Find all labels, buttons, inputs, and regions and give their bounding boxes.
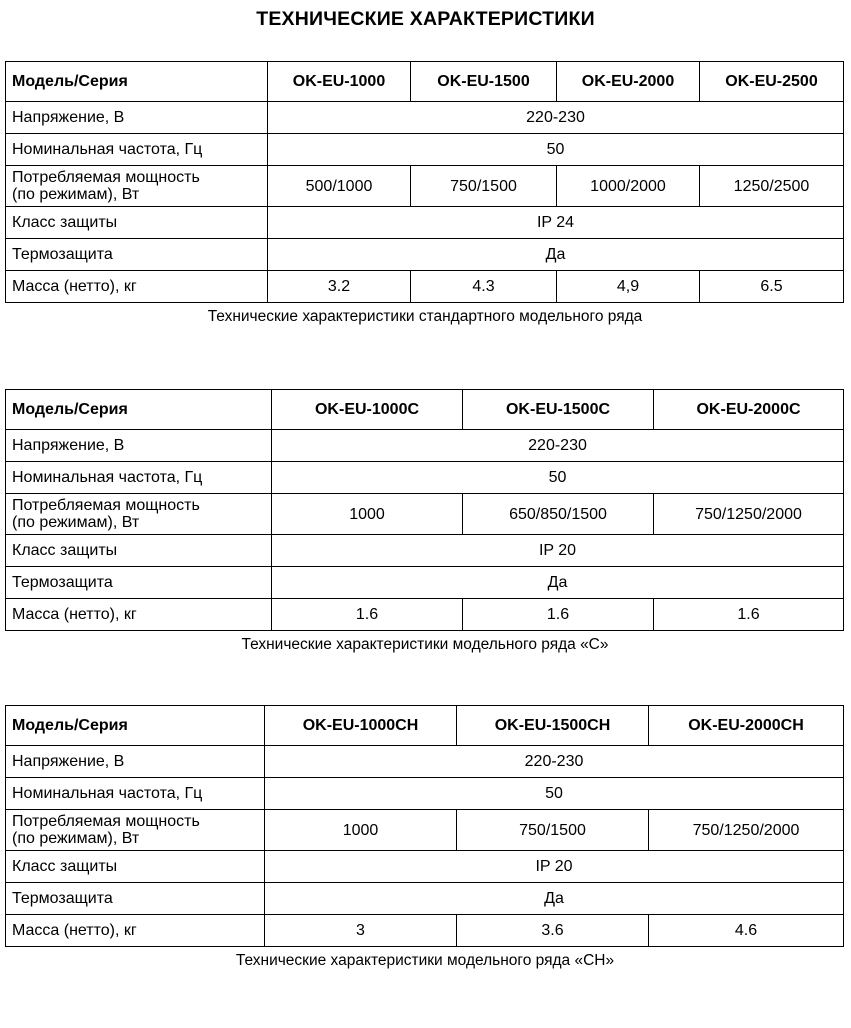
header-label: Модель/Серия <box>6 390 272 430</box>
power-row <box>6 494 844 535</box>
header-row <box>6 706 844 746</box>
voltage-value: 220-230 <box>272 430 844 462</box>
spec-table <box>5 61 844 303</box>
row-label: Термозащита <box>6 239 268 271</box>
row-label-line: (по режимам), Вт <box>12 830 140 847</box>
row-label: Напряжение, В <box>6 430 272 462</box>
header-row <box>6 390 844 430</box>
power-value: 650/850/1500 <box>463 494 654 535</box>
table-caption: Технические характеристики модельного ряда «СН» <box>235 952 615 969</box>
mass-value: 1.6 <box>654 599 844 631</box>
mass-value: 4.3 <box>411 271 557 303</box>
mass-row <box>6 915 844 947</box>
model-header: OK-EU-2000C <box>654 390 844 430</box>
row-label: Класс защиты <box>6 207 268 239</box>
table-caption: Технические характеристики модельного ряда «С» <box>241 636 609 653</box>
row-label: Номинальная частота, Гц <box>6 134 268 166</box>
spec-table-series-c <box>5 389 843 654</box>
protection-row <box>6 535 844 567</box>
header-label: Модель/Серия <box>6 706 265 746</box>
frequency-row <box>6 462 844 494</box>
mass-row <box>6 599 844 631</box>
row-label: Номинальная частота, Гц <box>6 778 265 810</box>
row-label <box>6 810 265 851</box>
model-header: OK-EU-2000 <box>557 62 700 102</box>
power-row <box>6 166 844 207</box>
power-value: 1000 <box>265 810 457 851</box>
frequency-value: 50 <box>272 462 844 494</box>
row-label <box>6 494 272 535</box>
row-label-line: Потребляемая мощность <box>12 813 200 830</box>
frequency-row <box>6 134 844 166</box>
power-value: 750/1500 <box>411 166 557 207</box>
protection-value: IP 20 <box>272 535 844 567</box>
row-label: Напряжение, В <box>6 746 265 778</box>
voltage-value: 220-230 <box>268 102 844 134</box>
model-header: OK-EU-1500C <box>463 390 654 430</box>
power-value: 750/1500 <box>457 810 649 851</box>
row-label-line: Потребляемая мощность <box>12 169 200 186</box>
row-label: Масса (нетто), кг <box>6 599 272 631</box>
mass-value: 3 <box>265 915 457 947</box>
thermal-value: Да <box>268 239 844 271</box>
spec-table <box>5 705 844 947</box>
power-value: 1000/2000 <box>557 166 700 207</box>
header-label: Модель/Серия <box>6 62 268 102</box>
power-row <box>6 810 844 851</box>
model-header: OK-EU-2000CH <box>649 706 844 746</box>
spec-table <box>5 389 844 631</box>
voltage-value: 220-230 <box>265 746 844 778</box>
row-label-line: (по режимам), Вт <box>12 514 140 531</box>
voltage-row <box>6 746 844 778</box>
mass-value: 1.6 <box>272 599 463 631</box>
model-header: OK-EU-1000 <box>268 62 411 102</box>
mass-value: 3.6 <box>457 915 649 947</box>
power-value: 500/1000 <box>268 166 411 207</box>
protection-value: IP 24 <box>268 207 844 239</box>
mass-value: 1.6 <box>463 599 654 631</box>
power-value: 1250/2500 <box>700 166 844 207</box>
frequency-value: 50 <box>265 778 844 810</box>
row-label: Номинальная частота, Гц <box>6 462 272 494</box>
frequency-row <box>6 778 844 810</box>
spec-table-standard <box>5 61 843 326</box>
row-label-line: (по режимам), Вт <box>12 186 140 203</box>
row-label: Термозащита <box>6 883 265 915</box>
page-title: ТЕХНИЧЕСКИЕ ХАРАКТЕРИСТИКИ <box>256 8 595 30</box>
voltage-row <box>6 430 844 462</box>
mass-value: 6.5 <box>700 271 844 303</box>
protection-value: IP 20 <box>265 851 844 883</box>
protection-row <box>6 851 844 883</box>
power-value: 1000 <box>272 494 463 535</box>
thermal-row <box>6 567 844 599</box>
row-label: Термозащита <box>6 567 272 599</box>
power-value: 750/1250/2000 <box>649 810 844 851</box>
voltage-row <box>6 102 844 134</box>
row-label-line: Потребляемая мощность <box>12 497 200 514</box>
thermal-value: Да <box>265 883 844 915</box>
thermal-value: Да <box>272 567 844 599</box>
mass-row <box>6 271 844 303</box>
thermal-row <box>6 239 844 271</box>
model-header: OK-EU-1500 <box>411 62 557 102</box>
model-header: OK-EU-1000C <box>272 390 463 430</box>
header-row <box>6 62 844 102</box>
row-label: Класс защиты <box>6 535 272 567</box>
row-label <box>6 166 268 207</box>
spec-table-series-ch <box>5 705 843 970</box>
mass-value: 4,9 <box>557 271 700 303</box>
row-label: Напряжение, В <box>6 102 268 134</box>
table-caption: Технические характеристики стандартного модельного ряда <box>207 308 643 325</box>
model-header: OK-EU-1500CH <box>457 706 649 746</box>
row-label: Класс защиты <box>6 851 265 883</box>
model-header: OK-EU-1000CH <box>265 706 457 746</box>
frequency-value: 50 <box>268 134 844 166</box>
thermal-row <box>6 883 844 915</box>
row-label: Масса (нетто), кг <box>6 271 268 303</box>
protection-row <box>6 207 844 239</box>
mass-value: 4.6 <box>649 915 844 947</box>
mass-value: 3.2 <box>268 271 411 303</box>
row-label: Масса (нетто), кг <box>6 915 265 947</box>
power-value: 750/1250/2000 <box>654 494 844 535</box>
model-header: OK-EU-2500 <box>700 62 844 102</box>
